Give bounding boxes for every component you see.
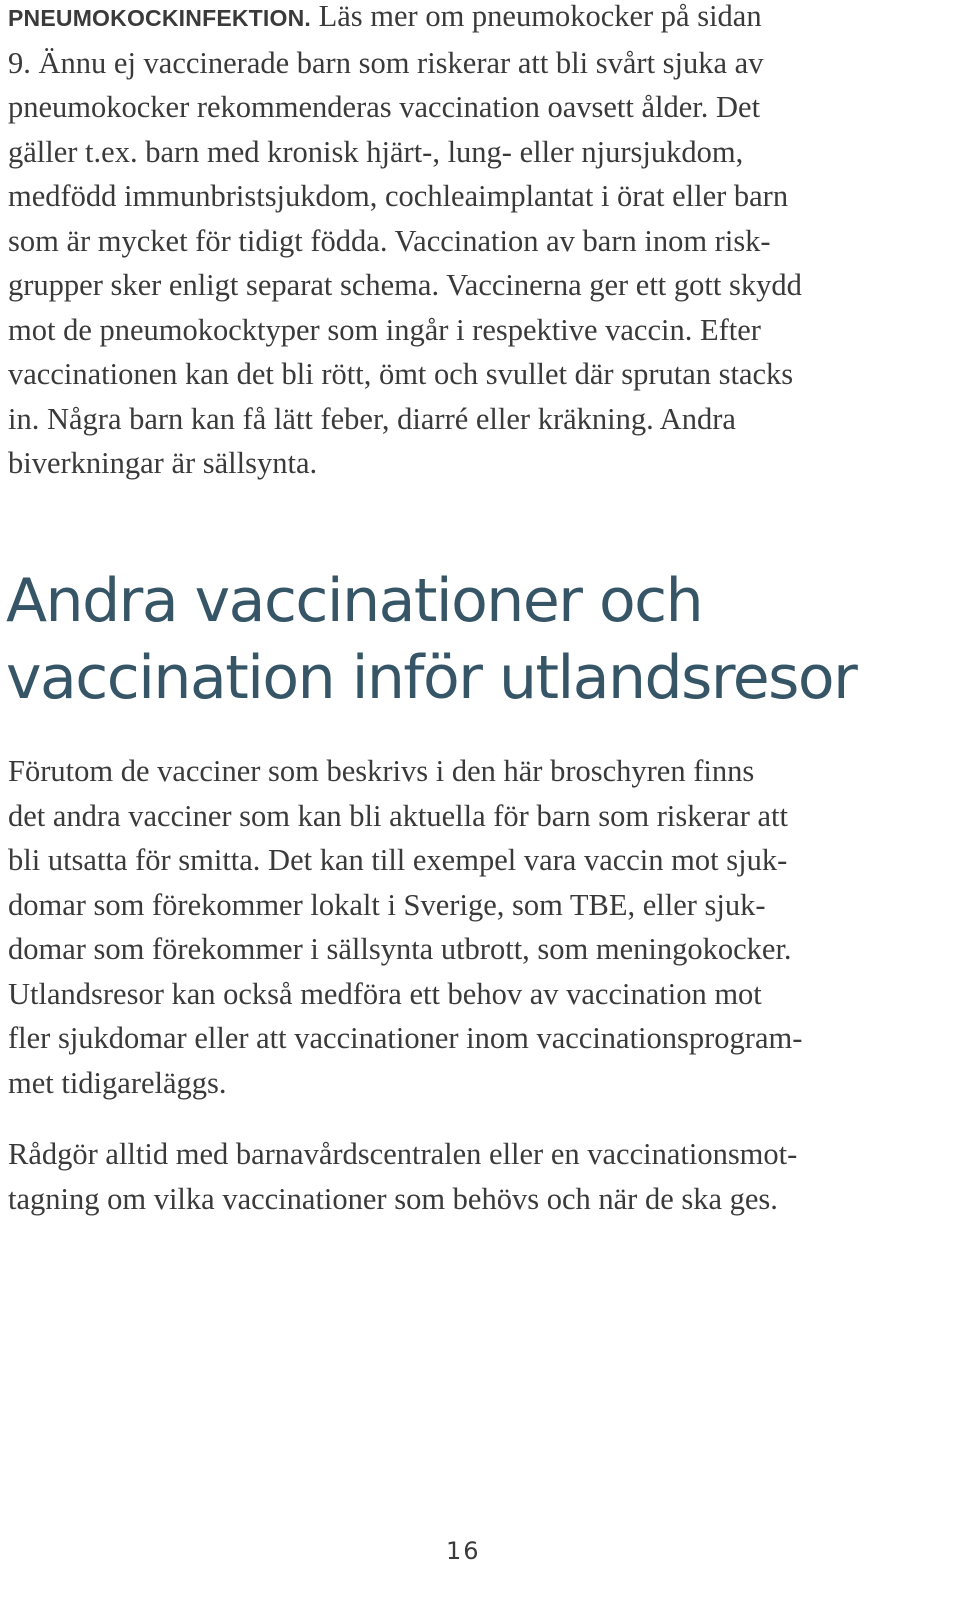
- text-line: det andra vacciner som kan bli aktuella för barn som riskerar att: [8, 798, 788, 833]
- text-line: Förutom de vacciner som beskrivs i den här broschyren finns: [8, 754, 755, 788]
- text-line: domar som förekommer lokalt i Sverige, som TBE, eller sjuk-: [8, 887, 766, 922]
- text-line: domar som förekommer i sällsynta utbrott, som meningokocker.: [8, 932, 792, 966]
- section-lead-label: PNEUMOKOCKINFEKTION.: [8, 5, 311, 31]
- text-line: 9. Ännu ej vaccinerade barn som riskerar att bli svårt sjuka av: [8, 45, 764, 80]
- text-line: medfödd immunbristsjukdom, cochleaimplantat i örat eller barn: [8, 179, 789, 213]
- advice-paragraph: [8, 1132, 948, 1221]
- text-line: grupper sker enligt separat schema. Vaccinerna ger ett gott skydd: [8, 268, 802, 302]
- heading-line: vaccination inför utlandsresor: [6, 643, 857, 713]
- heading-line: Andra vaccinationer och: [6, 566, 703, 636]
- text-line: in. Några barn kan få lätt feber, diarré eller kräkning. Andra: [8, 401, 736, 436]
- text-line: biverkningar är sällsynta.: [8, 446, 318, 480]
- text-line: fler sjukdomar eller att vaccinationer inom vaccinationsprogram-: [8, 1021, 803, 1055]
- section-heading: [6, 563, 856, 717]
- pneumococcal-paragraph: [8, 0, 948, 486]
- page-number: 16: [446, 1537, 481, 1565]
- text-line-content: Läs mer om pneumokocker på sidan: [311, 0, 762, 33]
- text-line: Utlandsresor kan också medföra ett behov av vaccination mot: [8, 976, 762, 1011]
- text-line: met tidigareläggs.: [8, 1065, 227, 1100]
- text-line: bli utsatta för smitta. Det kan till exempel vara vaccin mot sjuk-: [8, 843, 788, 877]
- text-line: [8, 0, 948, 41]
- text-line: tagning om vilka vaccinationer som behövs och när de ska ges.: [8, 1181, 778, 1216]
- text-line: mot de pneumokocktyper som ingår i respektive vaccin. Efter: [8, 312, 761, 347]
- text-line: som är mycket för tidigt födda. Vaccination av barn inom risk-: [8, 223, 771, 258]
- other-vaccines-paragraph: [8, 749, 948, 1105]
- text-line: pneumokocker rekommenderas vaccination oavsett ålder. Det: [8, 90, 761, 124]
- text-line: Rådgör alltid med barnavårdscentralen eller en vaccinationsmot-: [8, 1137, 798, 1171]
- text-line: gäller t.ex. barn med kronisk hjärt-, lung- eller njursjukdom,: [8, 134, 744, 169]
- text-line: vaccinationen kan det bli rött, ömt och svullet där sprutan stacks: [8, 357, 794, 391]
